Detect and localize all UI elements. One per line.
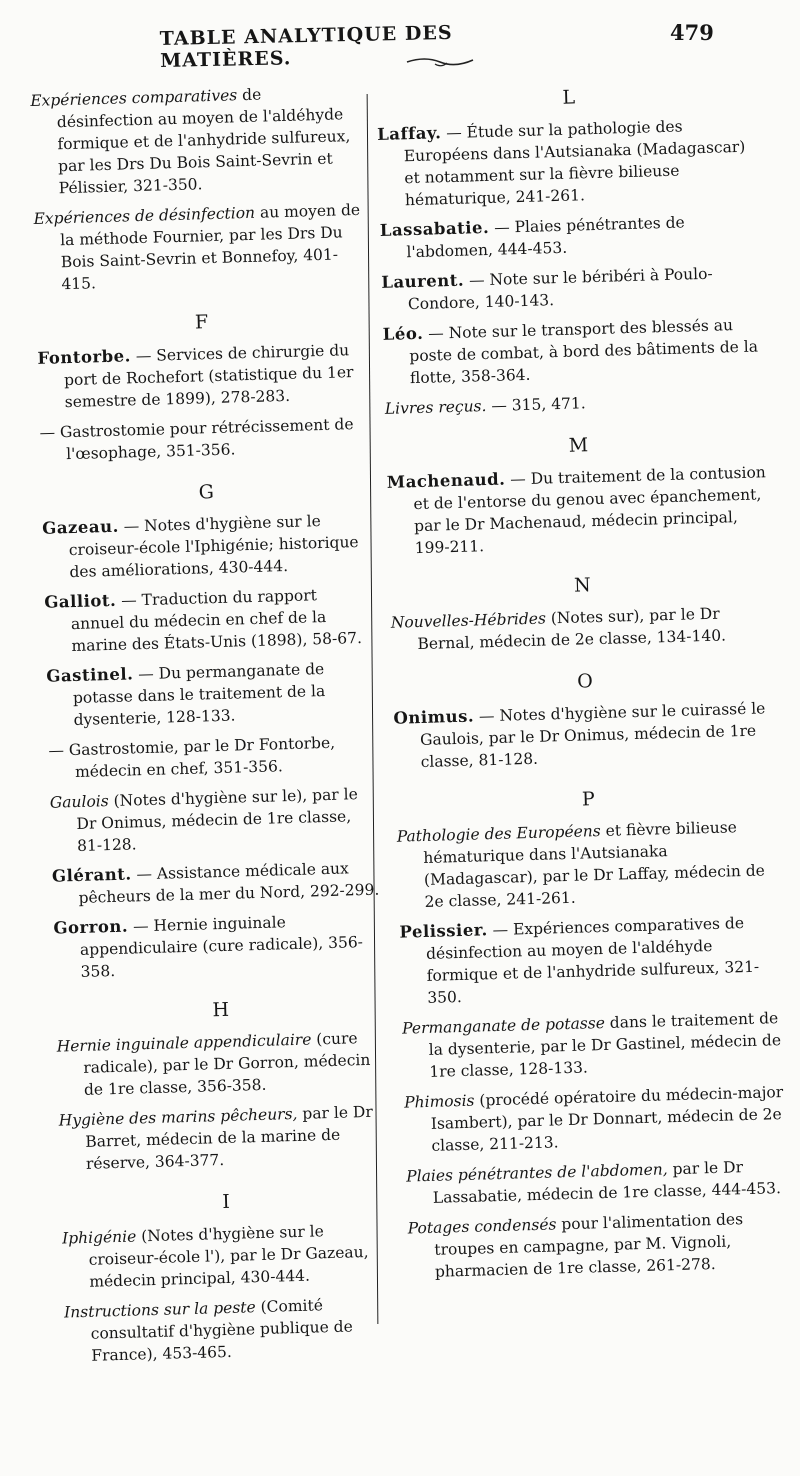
section-letter: M [568, 434, 589, 457]
entry-author: Laurent. [381, 270, 465, 292]
entry-author: Onimus. [393, 706, 475, 728]
section-letter: O [576, 670, 594, 693]
entry-text: — Assistance médicale aux pêcheurs de la mer du Nord, 292-299. [78, 859, 380, 907]
entry-author: Laffay. [376, 123, 442, 144]
entry-subject: Permanganate de potasse [401, 1013, 606, 1038]
entry-text: (Notes d'hygiène sur le croiseur-école l'), par le Dr Gazeau, médecin principal, 430-444. [88, 1222, 369, 1291]
entry-text: — Gastrostomie, par le Dr Fontorbe, médecin en chef, 351-356. [48, 733, 336, 782]
entry-text: — Notes d'hygiène sur le cuirassé le Gaulois, par le Dr Onimus, médecin de 1re classe, 81-128. [419, 699, 766, 772]
index-entry [53, 908, 385, 983]
entry-subject: Livres reçus. [384, 397, 487, 418]
entry-author: Glérant. [51, 864, 132, 886]
entry-text: — Du permanganate de potasse dans le traitement de la dysenterie, 128-133. [72, 660, 326, 730]
index-entry [46, 657, 378, 732]
index-entry [404, 1081, 791, 1158]
index-entry [387, 461, 774, 560]
entry-text: et fièvre bilieuse hématurique dans l'Autsianaka (Madagascar), par le Dr Laffay, médecin de 2e classe, 241-261. [423, 818, 766, 911]
section-letter: H [212, 998, 230, 1022]
entry-text: — 315, 471. [486, 394, 586, 416]
index-entry [42, 509, 374, 584]
entry-text: (Comité consultatif d'hygiène publique de France), 453-465. [90, 1296, 354, 1365]
index-entry [385, 387, 770, 420]
index-entry [56, 1026, 388, 1101]
entry-text: de désinfection au moyen de l'aldéhyde formique et de l'anhydride sulfureux, par les Drs Du Bois Saint-Sevrin et Pélissier, 321-350. [56, 85, 351, 198]
entry-subject: Pathologie des Européens [396, 822, 601, 846]
index-entry [407, 1207, 794, 1284]
index-entry [64, 1292, 396, 1367]
entry-subject: Hernie inguinale appendiculaire [56, 1030, 312, 1056]
index-entry [30, 81, 363, 200]
entry-author: Pelissier. [399, 920, 488, 942]
index-entry [399, 911, 786, 1010]
index-entry [381, 261, 767, 316]
entry-text: — Étude sur la pathologie des Européens dans l'Autsianaka (Madagascar) et notamment sur la fièvre bilieuse hématurique, 241-261. [403, 117, 746, 210]
entry-subject: Nouvelles-Hébrides [390, 609, 547, 632]
left-column [30, 81, 396, 1376]
entry-author: Lassabatie. [379, 217, 490, 240]
index-entry [377, 113, 764, 212]
entry-text: au moyen de la méthode Fournier, par les Drs Du Bois Saint-Sevrin et Bonnefoy, 401-415. [59, 200, 361, 294]
entry-subject: Hygiène des marins pêcheurs, [58, 1104, 298, 1130]
entry-text: — Expériences comparatives de désinfection au moyen de l'aldéhyde formique et de l'anhydride sulfureux, 321-350. [425, 914, 760, 1007]
entry-author: Fontorbe. [37, 346, 132, 368]
entry-subject: Expériences de désinfection [33, 203, 256, 228]
index-entry [382, 313, 769, 390]
entry-text: dans le traitement de la dysenterie, par le Dr Gastinel, médecin de 1re classe, 128-133. [428, 1009, 782, 1081]
entry-text: (procédé opératoire du médecin-major Isambert), par le Dr Donnart, médecin de 2e classe, 211-213. [430, 1083, 784, 1155]
entry-author: Gazeau. [41, 516, 120, 538]
index-entry [396, 815, 783, 914]
entry-text: — Du traitement de la contusion et de l'entorse du genou avec épanchement, par le Dr Machenaud, médecin principal, 199-211. [413, 463, 767, 558]
index-entry [39, 413, 370, 466]
entry-text: (cure radicale), par le Dr Gorron, médecin de 1re classe, 356-358. [83, 1029, 371, 1099]
section-letter: N [573, 574, 591, 597]
entry-subject: Expériences comparatives [30, 86, 238, 110]
title-ornament-icon [405, 54, 475, 68]
entry-text: — Note sur le béribéri à Poulo-Condore, 140-143. [407, 264, 713, 314]
index-entry [380, 209, 766, 264]
entry-subject: Iphigénie [61, 1227, 137, 1248]
index-entry [58, 1100, 390, 1175]
entry-text: — Traduction du rapport annuel du médecin en chef de la marine des États-Unis (1898), 58-67. [70, 586, 363, 656]
entry-text: — Note sur le transport des blessés au poste de combat, à bord des bâtiments de la flotte, 358-364. [409, 316, 759, 388]
right-column [376, 81, 794, 1291]
index-entry [406, 1155, 792, 1210]
entry-subject: Potages condensés [407, 1215, 557, 1238]
entry-text: — Gastrostomie pour rétrécissement de l'œsophage, 351-356. [39, 415, 354, 464]
index-entry [48, 731, 379, 784]
section-letter: F [194, 311, 209, 334]
page-title: TABLE ANALYTIQUE DES MATIÈRES. [159, 21, 453, 72]
entry-text: pour l'alimentation des troupes en campagne, par M. Vignoli, pharmacien de 1re classe, 261-278. [434, 1210, 744, 1281]
index-entry [52, 856, 383, 909]
entry-text: (Notes sur), par le Dr Bernal, médecin de 2e classe, 134-140. [417, 604, 727, 654]
entry-author: Gorron. [53, 916, 129, 938]
entry-author: Machenaud. [386, 469, 506, 492]
entry-text: (Notes d'hygiène sur le), par le Dr Onimus, médecin de 1re classe, 81-128. [76, 785, 359, 855]
entry-text: par le Dr Lassabatie, médecin de 1re classe, 444-453. [432, 1158, 782, 1207]
index-entry [62, 1218, 394, 1293]
entry-subject: Gaulois [49, 792, 109, 812]
index-entry [44, 583, 376, 658]
index-entry [393, 697, 780, 774]
entry-text: par le Dr Barret, médecin de la marine de réserve, 364-377. [85, 1102, 374, 1173]
entry-author: Galliot. [44, 590, 117, 612]
index-entry [402, 1007, 789, 1084]
entry-subject: Plaies pénétrantes de l'abdomen, [406, 1160, 668, 1186]
section-letter: G [198, 481, 215, 504]
entry-subject: Phimosis [403, 1091, 475, 1112]
page-number: 479 [670, 20, 714, 45]
entry-text: — Services de chirurgie du port de Rochefort (statistique du 1er semestre de 1899), 278-283. [63, 341, 354, 412]
section-letter: P [581, 788, 596, 811]
index-entry [50, 783, 382, 858]
section-letter: L [562, 86, 576, 109]
index-entry [391, 601, 777, 656]
section-letter: I [222, 1190, 231, 1214]
entry-text: — Plaies pénétrantes de l'abdomen, 444-453. [406, 213, 685, 262]
entry-text: — Hernie inguinale appendiculaire (cure radicale), 356-358. [79, 913, 364, 981]
entry-text: — Notes d'hygiène sur le croiseur-école l'Iphigénie; historique des améliorations, 430-444. [68, 512, 359, 582]
entry-subject: Instructions sur la peste [63, 1298, 256, 1322]
entry-author: Léo. [382, 323, 424, 344]
entry-author: Gastinel. [46, 664, 134, 686]
index-entry [37, 339, 369, 414]
index-entry [33, 199, 365, 296]
